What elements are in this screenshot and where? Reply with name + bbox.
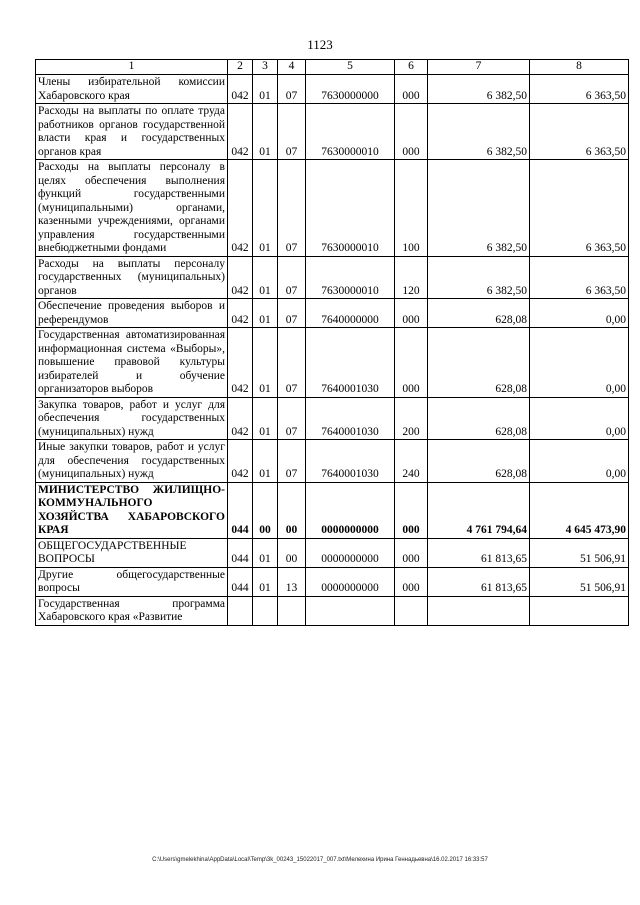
row-name: Члены избирательной комиссии Хабаровского края bbox=[36, 75, 228, 104]
cell-target-article: 7630000010 bbox=[306, 256, 395, 299]
cell-expense-type: 000 bbox=[395, 104, 428, 160]
cell-section: 01 bbox=[253, 299, 278, 328]
cell-amount-actual: 4 645 473,90 bbox=[530, 482, 629, 538]
cell-ministry-code: 044 bbox=[228, 482, 253, 538]
cell-expense-type: 120 bbox=[395, 256, 428, 299]
cell-ministry-code: 042 bbox=[228, 75, 253, 104]
table-row bbox=[36, 538, 629, 567]
column-number: 5 bbox=[306, 60, 395, 75]
cell-subsection: 00 bbox=[278, 482, 306, 538]
page-number: 1123 bbox=[307, 37, 333, 52]
cell-target-article bbox=[306, 596, 395, 625]
cell-amount-actual: 0,00 bbox=[530, 397, 629, 440]
row-name: Расходы на выплаты персоналу государственных (муниципальных) органов bbox=[36, 256, 228, 299]
cell-amount-actual: 51 506,91 bbox=[530, 538, 629, 567]
cell-amount-actual: 0,00 bbox=[530, 440, 629, 483]
column-number: 8 bbox=[530, 60, 629, 75]
cell-expense-type: 100 bbox=[395, 160, 428, 257]
row-name: Расходы на выплаты персоналу в целях обеспечения выполнения функций государственными (муниципальными) органами, казенными учреждениями, органами управления государственными внебюджетными фондами bbox=[36, 160, 228, 257]
row-name: Государственная программа Хабаровского края «Развитие bbox=[36, 596, 228, 625]
cell-expense-type: 000 bbox=[395, 538, 428, 567]
column-number: 6 bbox=[395, 60, 428, 75]
cell-target-article: 0000000000 bbox=[306, 567, 395, 596]
cell-ministry-code: 044 bbox=[228, 567, 253, 596]
row-name: Иные закупки товаров, работ и услуг для обеспечения государственных (муниципальных) нужд bbox=[36, 440, 228, 483]
column-number: 2 bbox=[228, 60, 253, 75]
cell-subsection bbox=[278, 596, 306, 625]
cell-target-article: 7630000010 bbox=[306, 160, 395, 257]
cell-expense-type bbox=[395, 596, 428, 625]
cell-section: 01 bbox=[253, 567, 278, 596]
table-row bbox=[36, 160, 629, 257]
cell-expense-type: 000 bbox=[395, 567, 428, 596]
cell-amount-actual: 6 363,50 bbox=[530, 256, 629, 299]
table-row bbox=[36, 104, 629, 160]
cell-subsection: 07 bbox=[278, 440, 306, 483]
cell-section: 00 bbox=[253, 482, 278, 538]
cell-ministry-code: 042 bbox=[228, 256, 253, 299]
cell-ministry-code: 042 bbox=[228, 160, 253, 257]
cell-target-article: 7630000000 bbox=[306, 75, 395, 104]
row-name: Закупка товаров, работ и услуг для обеспечения государственных (муниципальных) нужд bbox=[36, 397, 228, 440]
cell-amount-actual: 6 363,50 bbox=[530, 75, 629, 104]
cell-section bbox=[253, 596, 278, 625]
cell-target-article: 0000000000 bbox=[306, 482, 395, 538]
cell-amount-planned bbox=[428, 596, 530, 625]
cell-expense-type: 000 bbox=[395, 299, 428, 328]
cell-section: 01 bbox=[253, 160, 278, 257]
cell-section: 01 bbox=[253, 397, 278, 440]
cell-amount-actual: 0,00 bbox=[530, 328, 629, 398]
cell-subsection: 13 bbox=[278, 567, 306, 596]
cell-amount-planned: 628,08 bbox=[428, 328, 530, 398]
cell-amount-planned: 6 382,50 bbox=[428, 256, 530, 299]
cell-ministry-code: 042 bbox=[228, 299, 253, 328]
column-number: 4 bbox=[278, 60, 306, 75]
cell-ministry-code: 042 bbox=[228, 104, 253, 160]
cell-expense-type: 240 bbox=[395, 440, 428, 483]
cell-subsection: 00 bbox=[278, 538, 306, 567]
cell-ministry-code: 044 bbox=[228, 538, 253, 567]
cell-subsection: 07 bbox=[278, 299, 306, 328]
table-row-ministry bbox=[36, 482, 629, 538]
cell-amount-planned: 628,08 bbox=[428, 299, 530, 328]
cell-section: 01 bbox=[253, 256, 278, 299]
cell-subsection: 07 bbox=[278, 397, 306, 440]
table-row bbox=[36, 256, 629, 299]
cell-subsection: 07 bbox=[278, 328, 306, 398]
table-row bbox=[36, 567, 629, 596]
cell-amount-actual: 0,00 bbox=[530, 299, 629, 328]
table-row bbox=[36, 397, 629, 440]
row-name: Расходы на выплаты по оплате труда работников органов государственной власти края и государственных органов края bbox=[36, 104, 228, 160]
cell-target-article: 0000000000 bbox=[306, 538, 395, 567]
cell-subsection: 07 bbox=[278, 160, 306, 257]
cell-target-article: 7640001030 bbox=[306, 328, 395, 398]
cell-section: 01 bbox=[253, 328, 278, 398]
cell-amount-planned: 4 761 794,64 bbox=[428, 482, 530, 538]
cell-expense-type: 200 bbox=[395, 397, 428, 440]
cell-amount-planned: 6 382,50 bbox=[428, 104, 530, 160]
cell-section: 01 bbox=[253, 538, 278, 567]
cell-amount-planned: 61 813,65 bbox=[428, 538, 530, 567]
table-row bbox=[36, 75, 629, 104]
cell-section: 01 bbox=[253, 440, 278, 483]
row-name: МИНИСТЕРСТВО ЖИЛИЩНО-КОММУНАЛЬНОГО ХОЗЯЙСТВА ХАБАРОВСКОГО КРАЯ bbox=[36, 482, 228, 538]
table-row bbox=[36, 299, 629, 328]
cell-amount-actual: 6 363,50 bbox=[530, 104, 629, 160]
cell-ministry-code: 042 bbox=[228, 440, 253, 483]
cell-ministry-code: 042 bbox=[228, 328, 253, 398]
cell-amount-planned: 628,08 bbox=[428, 397, 530, 440]
cell-target-article: 7640001030 bbox=[306, 397, 395, 440]
column-number: 3 bbox=[253, 60, 278, 75]
cell-amount-planned: 61 813,65 bbox=[428, 567, 530, 596]
table-row bbox=[36, 440, 629, 483]
cell-target-article: 7640000000 bbox=[306, 299, 395, 328]
cell-target-article: 7630000010 bbox=[306, 104, 395, 160]
cell-subsection: 07 bbox=[278, 75, 306, 104]
cell-expense-type: 000 bbox=[395, 328, 428, 398]
cell-amount-actual: 6 363,50 bbox=[530, 160, 629, 257]
row-name: Обеспечение проведения выборов и референдумов bbox=[36, 299, 228, 328]
cell-amount-planned: 628,08 bbox=[428, 440, 530, 483]
cell-amount-planned: 6 382,50 bbox=[428, 160, 530, 257]
cell-expense-type: 000 bbox=[395, 75, 428, 104]
cell-target-article: 7640001030 bbox=[306, 440, 395, 483]
row-name: Государственная автоматизированная информационная система «Выборы», повышение правовой культуры избирателей и обучение организаторов выборов bbox=[36, 328, 228, 398]
cell-ministry-code bbox=[228, 596, 253, 625]
cell-section: 01 bbox=[253, 104, 278, 160]
column-number: 7 bbox=[428, 60, 530, 75]
table-row bbox=[36, 596, 629, 625]
row-name: ОБЩЕГОСУДАРСТВЕННЫЕ ВОПРОСЫ bbox=[36, 538, 228, 567]
cell-subsection: 07 bbox=[278, 104, 306, 160]
cell-expense-type: 000 bbox=[395, 482, 428, 538]
cell-subsection: 07 bbox=[278, 256, 306, 299]
table-row bbox=[36, 328, 629, 398]
cell-section: 01 bbox=[253, 75, 278, 104]
cell-amount-actual bbox=[530, 596, 629, 625]
column-number-row bbox=[36, 60, 629, 75]
footer-file-path: C:\Users\gmelekhina\AppData\Local\Temp\3k_00243_15022017_007.txt\Мелехина Ирина Геннадьевна\16.02.2017 16:33:57 bbox=[152, 857, 488, 863]
column-number: 1 bbox=[36, 60, 228, 75]
cell-amount-actual: 51 506,91 bbox=[530, 567, 629, 596]
cell-amount-planned: 6 382,50 bbox=[428, 75, 530, 104]
row-name: Другие общегосударственные вопросы bbox=[36, 567, 228, 596]
budget-table bbox=[35, 59, 629, 626]
cell-ministry-code: 042 bbox=[228, 397, 253, 440]
